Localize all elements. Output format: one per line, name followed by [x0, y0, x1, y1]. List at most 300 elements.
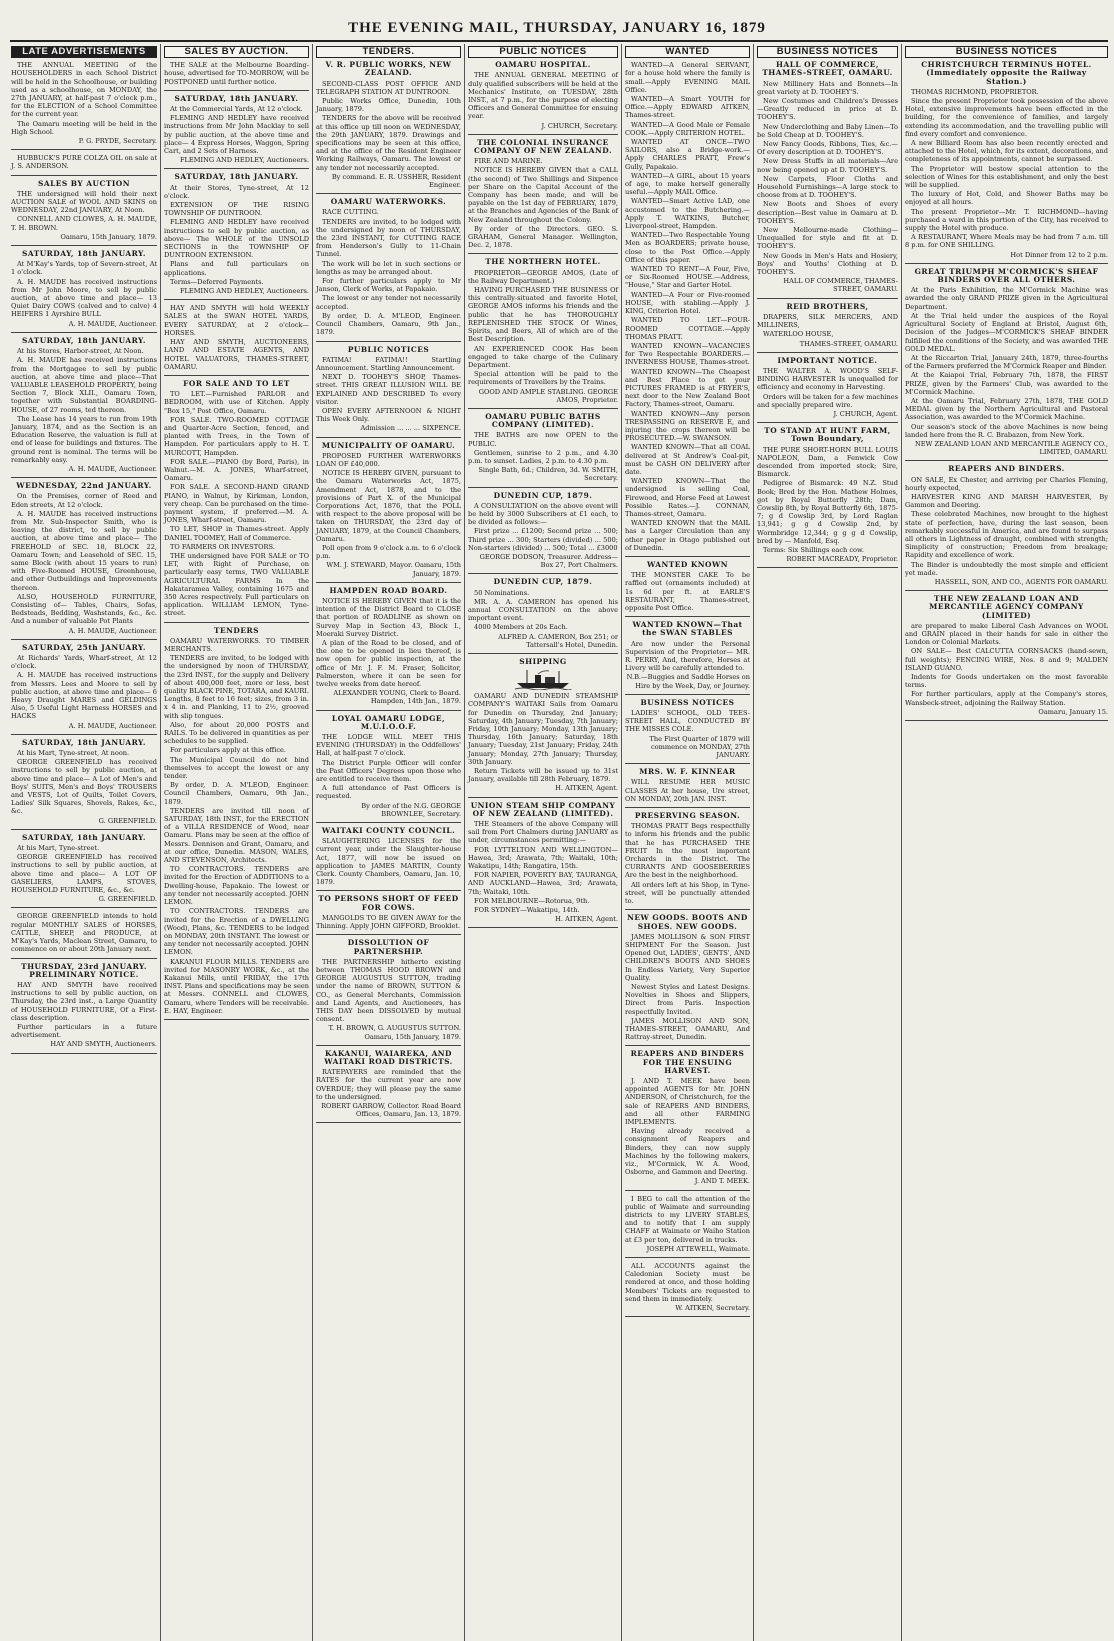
- advertisement-text: I BEG to call the attention of the public of Waimate and surrounding districts to my LIVERY STABLES, and to notify that I am supply CHAFF at Waimate or Waiho Station at £3 per ton, delivered in trucks.: [625, 1194, 750, 1244]
- advertisement-text: JOSEPH ATTEWELL, Waimate.: [646, 1244, 750, 1253]
- advertisement-text: At the Kaiapoi Trial, February 7th, 1878, the FIRST PRIZE, given by the Farmers' Club, was awarded to the M'Cormick Machine.: [905, 371, 1108, 396]
- advertisement-heading: SATURDAY, 25th JANUARY.: [22, 642, 146, 652]
- advertisement-text: MR. A. A. CAMERON has opened his annual CONSULTATION on the above important event.: [468, 597, 618, 623]
- advertisement-text: 50 Nominations.: [474, 588, 530, 597]
- advertisement-heading: MRS. W. F. KINNEAR: [639, 767, 736, 777]
- advertisement-text: The Proprietor will bestow special attention to the selection of Wines for this establishment, and only the best will be supplied.: [905, 164, 1108, 190]
- advertisement-text: FLEMING AND HEDLEY, Auctioneers.: [179, 287, 309, 296]
- advertisement-text: The District Purple Officer will confer the Past Officers' Degrees upon those who are entitled to receive them.: [316, 758, 461, 784]
- advertisement: [11, 250, 157, 333]
- advertisement-text: The work will be let in such sections or lengths as may be arranged about.: [316, 259, 461, 276]
- advertisement-text: THE ANNUAL GENERAL MEETING of duly qualified subscribers will be held at the Mechanics' Institute, on TUESDAY, 28th INST., at 7 p.m., for the purpose of electing Officers and General Committee for ensuing year.: [468, 71, 618, 121]
- advertisement-text: The First Quarter of 1879 will commence on MONDAY, 27th JANUARY.: [649, 734, 750, 760]
- advertisement-text: EXTENSION OF THE RISING TOWNSHIP OF DUNTROON.: [164, 201, 309, 218]
- advertisement-text: New Dress Stuffs in all materials—Are now being opened up at D. TOOHEY'S.: [757, 157, 898, 174]
- advertisement-text: ALFRED A. CAMERON, Box 251; or Tattersall's Hotel, Dunedin.: [498, 632, 618, 649]
- advertisement: [468, 258, 618, 408]
- advertisement-text: LADIES' SCHOOL, OLD TEES-STREET HALL, CONDUCTED BY THE MISSES COLE.: [625, 709, 750, 734]
- advertisement-heading: SATURDAY, 18th JANUARY.: [22, 249, 146, 259]
- advertisement: [164, 627, 309, 1020]
- advertisement-text: JAMES MOLLISON & SON FIRST SHIPMENT For the Season. Just Opened Out, LADIES', GENTS', AND CHILDREN'S BOOTS AND SHOES In Endless Variety, Very Superior Quality.: [625, 932, 750, 982]
- advertisement-text: At the Trial held under the auspices of the Royal Agricultural Society of England at Bristol, August 6th, Decision of the Judges—M'CORMICK'S SHEAF BINDER fulfilled the conditions of the Society, and was awarded THE GOLD MEDAL.: [905, 311, 1108, 353]
- advertisement-text: Pedigree of Bismarck: 49 N.Z. Stud Book; Bred by the Hon. Mathew Holmes, got by Royal Butterfly 28th; Dam, Cowslip 8th, by Royal Butterfly 6th, 1875-7; g d Cowslip 3rd, by Lord Raglan 13,941; g g d Cowslip 2nd, by Wormbridge 12,344; g g g d Cowslip, bred by — Manfold, Esq.: [757, 479, 898, 545]
- advertisement-text: Also, for about 20,000 POSTS and RAILS. To be delivered in quantities as per schedules to be supplied.: [164, 720, 309, 746]
- column-heading: LATE ADVERTISEMENTS: [11, 46, 157, 58]
- advertisement-text: TENDERS are invited till noon of SATURDAY, 18th INST., for the ERECTION of a VILLA RESIDENCE of Wood, near Oamaru. Plans may be seen at the office of Messrs. Dennison and Grant, Oamaru, and at our office, Dunedin. MASON, WALES, AND STEVENSON, Architects.: [164, 806, 309, 865]
- advertisement-text: FLEMING AND HEDLEY, Auctioneers.: [179, 156, 309, 165]
- advertisement-text: TO CONTRACTORS. TENDERS are invited for the Erection of a DWELLING (Wood), Plans, &c. TENDERS to be lodged on MONDAY, 20th INSTANT. The lowest or any tender not necessarily accepted. JOHN LEMON.: [164, 907, 309, 957]
- advertisement: [164, 304, 309, 376]
- advertisement-text: At the Commercial Yards, At 12 o'clock.: [170, 105, 303, 114]
- advertisement-text: New Millinery Hats and Bonnets—In great variety at D. TOOHEY'S.: [757, 79, 898, 96]
- advertisement-heading: HALL OF COMMERCE, THAMES-STREET, OAMARU.: [762, 60, 893, 78]
- advertisement-text: ON SALE, Ex Chester, and arriving per Charles Fleming, hourly expected,: [905, 475, 1108, 492]
- advertisement-heading: TO PERSONS SHORT OF FEED FOR COWS.: [318, 894, 459, 912]
- advertisement-text: WANTED AT ONCE—TWO SAILORS, also a Bridge-work.—Apply CHARLES PRATT, Frew's Gully, Papakaio.: [625, 138, 750, 171]
- advertisement-text: RACE CUTTING.: [322, 208, 379, 217]
- advertisement-text: TO FARMERS OR INVESTORS.: [170, 542, 275, 551]
- advertisement-heading: OAMARU HOSPITAL.: [495, 60, 591, 70]
- advertisement: [11, 739, 157, 830]
- advertisement-text: Admission ... ... ... SIXPENCE.: [360, 424, 461, 433]
- advertisement-text: WANTED—Two Respectable Young Men as BOARDERS; private house, close to the Post Office.—Apply Office of this paper.: [625, 231, 750, 264]
- advertisement: [468, 492, 618, 575]
- advertisement: [625, 914, 750, 1046]
- advertisement-text: At Richards' Yards, Wharf-street, At 12 o'clock.: [11, 654, 157, 671]
- advertisement-text: are prepared to make Liberal Cash Advances on WOOL and GRAIN placed in their hands for sale in either the London or Colonial Markets.: [905, 621, 1108, 647]
- advertisement-text: Terms—Deferred Payments.: [170, 277, 264, 286]
- advertisement-heading: LOYAL OAMARU LODGE, M.U.I.O.O.F.: [331, 713, 446, 731]
- advertisement: [757, 303, 898, 353]
- advertisement-text: TENDERS are invited, to be lodged with the undersigned by noon of THURSDAY, the 23rd INSTANT, for CUTTING RACE from Henderson's Gully to 11-Chain Tunnel.: [316, 217, 461, 259]
- advertisement-text: For further particulars apply to Mr Janson, Clerk of Works, at Papakaio.: [316, 277, 461, 294]
- newspaper-column: [160, 44, 312, 1641]
- advertisement: [164, 95, 309, 170]
- newspaper-column: [753, 44, 901, 1641]
- advertisement-text: At the Oamaru Trial, February 27th, 1878, THE GOLD MEDAL given by the Northern Agricultural and Pastoral Association, was awarded to the M'Cormick Machine.: [905, 396, 1108, 422]
- advertisement-heading: WEDNESDAY, 22nd JANUARY.: [16, 481, 152, 491]
- advertisement-text: WANTED—A General SERVANT, for a house hold where the family is small.—Apply EVENING MAIL Office.: [625, 61, 750, 94]
- advertisement: [316, 715, 461, 823]
- advertisement-text: For further particulars, apply at the Company's stores, Wansbeck-street, adjoining the Railway Station.: [905, 690, 1108, 707]
- advertisement-text: WANTED TO LET—FOUR-ROOMED COTTAGE.—Apply THOMAS PRATT.: [625, 316, 750, 341]
- advertisement-heading: THE COLONIAL INSURANCE COMPANY OF NEW ZEALAND.: [473, 137, 613, 156]
- advertisement-text: The Oamaru meeting will be held in the High School.: [11, 119, 157, 136]
- advertisement-text: WANTED KNOWN that the MAIL has a Larger Circulation than any other paper in Otago published out of Dunedin.: [625, 519, 750, 552]
- advertisement: [316, 895, 461, 935]
- advertisement-text: All orders left at his Shop, in Tyne-street, will be punctually attended to.: [625, 880, 750, 906]
- advertisement-heading: TENDERS: [214, 625, 259, 635]
- advertisement-text: Our season's stock of the above Machines is now being landed here from the R. C. Brabazon, from New York.: [905, 422, 1108, 439]
- advertisement: [316, 442, 461, 583]
- advertisement-text: H. AITKEN, Agent.: [555, 915, 618, 924]
- advertisement: [757, 357, 898, 423]
- advertisement-heading: SATURDAY, 18th JANUARY.: [22, 832, 146, 842]
- advertisement-text: A. H. MAUDE, Auctioneer.: [68, 319, 157, 328]
- advertisement-heading: FOR SALE AND TO LET: [183, 378, 290, 388]
- advertisement-text: J. CHURCH, Secretary.: [541, 121, 618, 130]
- advertisement-text: N.B.—Buggies and Saddle Horses on Hire by the Week, Day, or Journey.: [626, 673, 750, 690]
- advertisement-text: THE MONSTER CAKE To be raffled out (ornaments included) at 1s 6d per ft. at EARLE'S RESTAURANT, Thames-street, opposite Post Office.: [625, 571, 750, 612]
- advertisement-text: GOOD AND AMPLE STABLING. GEORGE AMOS, Proprietor.: [478, 387, 618, 404]
- advertisement-text: The Municipal Council do not bind themselves to accept the lowest or any tender.: [164, 755, 309, 781]
- advertisement-text: By order of the Directors. GEO. S. GRAHAM, General Manager. Wellington, Dec. 2, 1878.: [468, 224, 618, 250]
- advertisement: [164, 380, 309, 623]
- advertisement: [11, 644, 157, 735]
- advertisement-heading: OAMARU WATERWORKS.: [330, 197, 447, 207]
- advertisement-text: Gentlemen, sunrise to 2 p.m., and 4.30 p.m. to sunset. Ladies, 2 p.m. to 4.30 p.m.: [468, 448, 618, 465]
- advertisement-text: AN EXPERIENCED COOK Has been engaged to take charge of the Culinary Department.: [468, 344, 618, 369]
- advertisement-text: THE LODGE WILL MEET THIS EVENING (THURSDAY) in the Oddfellows' Hall, at half-past 7 o'clock.: [316, 733, 461, 758]
- advertisement-text: WANTED KNOWN—That all COAL delivered at St Andrew's Coal-pit, must be CASH ON DELIVERY after date.: [625, 443, 750, 476]
- advertisement-text: By order of the N.G. GEORGE BROWNLEE, Secretary.: [361, 801, 461, 818]
- advertisement-text: GEORGE GREENFIELD intends to hold regular MONTHLY SALES of HORSES, CATTLE, SHEEP, and PRODUCE, at M'Kay's Yards, Maclean Street, Oamaru, to commence on or about 20th January next.: [11, 912, 157, 954]
- advertisement: [316, 587, 461, 711]
- advertisement-text: WATERLOO HOUSE,: [763, 330, 834, 339]
- advertisement-text: H. AITKEN, Agent.: [555, 784, 618, 793]
- advertisement: [316, 827, 461, 891]
- advertisement-heading: MUNICIPALITY OF OAMARU.: [321, 440, 456, 450]
- advertisement-text: W. AITKEN, Secretary.: [675, 1304, 750, 1313]
- advertisement-text: NEXT D. TOOHEY'S SHOP, Thames-street. THIS GREAT ILLUSION WILL BE EXPLAINED AND DESCRIBED To every visitor.: [316, 373, 461, 406]
- advertisement-text: FIRE AND MARINE.: [474, 157, 543, 166]
- advertisement-text: Return Tickets will be issued up to 31st January, available till 28th February, 1879.: [468, 767, 618, 784]
- advertisement-text: Plans and full particulars on applications.: [164, 260, 309, 277]
- advertisement-text: On the Premises, corner of Reed and Eden streets, At 12 o'clock.: [11, 492, 157, 509]
- advertisement-text: J. AND T. MEEK have been appointed AGENTS for Mr. JOHN ANDERSON, of Christchurch, for the sale of REAPERS AND BINDERS, and all other FARMING IMPLEMENTS.: [625, 1076, 750, 1126]
- advertisement-text: SECOND-CLASS POST OFFICE AND TELEGRAPH STATION AT DUNTROON.: [316, 79, 461, 96]
- steamship-icon: [513, 668, 573, 690]
- advertisement-heading: REAPERS AND BINDERS.: [948, 464, 1065, 474]
- advertisement-text: Special attention will be paid to the requirements of Travellers by the Trains.: [468, 370, 618, 387]
- advertisement-heading: IMPORTANT NOTICE.: [777, 355, 878, 365]
- advertisement-text: PROPOSED FURTHER WATERWORKS LOAN OF £40,000.: [316, 451, 461, 468]
- advertisement-text: FOR SYDNEY—Wakatipu, 14th.: [474, 906, 580, 915]
- advertisement-text: MANGOLDS TO BE GIVEN AWAY for the Thinning. Apply JOHN GIFFORD, Brooklet.: [316, 913, 461, 931]
- advertisement-text: A. H. MAUDE has received instructions from the Mortgagee to sell by public auction, at above time and place—That VALUABLE LEASEHOLD PROPERTY, being Section 7, Block XLII., Oamaru Town, together with Substantial BOARDING-HOUSE, of 27 rooms, ted thereon.: [11, 356, 157, 414]
- advertisement-text: JAMES MOLLISON AND SON, THAMES-STREET, OAMARU, And Rattray-street, Dunedin.: [625, 1016, 750, 1042]
- advertisement-text: TO LET, SHOP in Thames-street. Apply DANIEL TOOMEY, Hall of Commerce.: [164, 525, 309, 542]
- advertisement-text: By order, D. A. M'LEOD, Engineer. Council Chambers, Oamaru, 9th Jan., 1879.: [316, 311, 461, 337]
- advertisement-text: DRAPERS, SILK MERCERS, AND MILLINERS,: [757, 312, 898, 330]
- column-heading: WANTED: [625, 46, 750, 58]
- advertisement: [164, 61, 309, 91]
- advertisement-text: WANTED KNOWN—The Cheapest and Best Place to get your PICTURES FRAMED is at FRYER'S, next door to the New Zealand Boot Factory, Thames-street, Oamaru.: [625, 367, 750, 409]
- advertisement-text: TENDERS for the above will be received at this office up till noon on WEDNESDAY, the 29th JANUARY, 1879. Drawings and specifications may be seen at this office, and at the office of the Resident Engineer Working Railways, Oamaru. The lowest or any tender not necessarily accepted.: [316, 114, 461, 172]
- advertisement-text: THE PURE SHORT-HORN BULL LOUIS NAPOLEON, Dam, a Fenwick Cow descended from imported stock; Sire, Bismarck.: [757, 445, 898, 479]
- column-heading: SALES BY AUCTION.: [164, 46, 309, 58]
- advertisement-text: Since the present Proprietor took possession of the above Hotel, extensive improvements have been effected in the building, for the convenience of families, and largely extending its accommodation, and the travelling public will find every comfort and convenience.: [905, 97, 1108, 138]
- advertisement-text: WANTED KNOWN—That the undersigned is selling Coal, Firewood, and Horse Feed at Lowest Possible Rates.—J. CONNAN, Thames-street, Oamaru.: [625, 477, 750, 518]
- advertisement-text: OAMARU WATERWORKS. TO TIMBER MERCHANTS.: [164, 636, 309, 653]
- advertisement-text: WANTED TO RENT—A Four, Five, or Six-Roomed HOUSE.—Address, "House," Star and Garter Hotel.: [625, 265, 750, 290]
- advertisement-heading: PUBLIC NOTICES: [347, 344, 430, 354]
- advertisement-text: THE BATHS are now OPEN to the PUBLIC.: [468, 431, 618, 448]
- advertisement-text: Oamaru, January 15.: [1038, 707, 1108, 716]
- column-heading: TENDERS.: [316, 46, 461, 58]
- advertisement-text: By command. E. R. USSHER, Resident Engineer.: [331, 172, 461, 190]
- advertisement: [905, 268, 1108, 461]
- advertisement-text: At the Riccarton Trial, January 24th, 1879, three-fourths of the Farmers preferred the M'Cormick Reaper and Binder.: [905, 353, 1108, 371]
- newspaper-title: THE EVENING MAIL, THURSDAY, JANUARY 16, 1879: [348, 20, 766, 36]
- column-heading: BUSINESS NOTICES: [905, 46, 1108, 58]
- advertisement-text: Single Bath, 6d.; Children, 3d. W. SMITH, Secretary.: [478, 466, 618, 483]
- advertisement: [625, 61, 750, 557]
- advertisement-text: By order, D. A. M'LEOD, Engineer. Council Chambers, Oamaru, 9th Jan., 1879.: [164, 781, 309, 806]
- advertisement-text: Poll open from 9 o'clock a.m. to 6 o'clock p.m.: [316, 543, 461, 561]
- advertisement-heading: THURSDAY, 23rd JANUARY. PRELIMINARY NOTICE.: [21, 961, 147, 979]
- advertisement-heading: DISSOLUTION OF PARTNERSHIP.: [347, 938, 430, 956]
- masthead: [0, 0, 1114, 44]
- advertisement: [625, 561, 750, 617]
- advertisement: [468, 61, 618, 135]
- advertisement-text: HAY AND SMYTH, AUCTIONEERS, LAND AND ESTATE AGENTS, AND HOTEL VALUATORS, THAMES-STREET, OAMARU.: [164, 338, 309, 371]
- advertisement-text: Indents for Goods undertaken on the most favorable terms.: [905, 673, 1108, 690]
- advertisement-text: KAKANUI FLOUR MILLS. TENDERS are invited for MASONRY WORK, &c., at the Kakanui Mills, until FRIDAY, the 17th INST. Plans and specifications may be seen at Messrs. CONNELL and CLOWES, Oamaru, where Tenders will be receivable. E. HAY, Engineer.: [164, 957, 309, 1015]
- advertisement-text: Further particulars in a future advertisement.: [11, 1022, 157, 1040]
- advertisement-text: HARVESTER KING AND MARSH HARVESTER, By Gammon and Deering.: [905, 492, 1108, 510]
- advertisement-text: New Fancy Goods, Ribbons, Ties, &c.—Of every description at D. TOOHEY'S.: [757, 140, 898, 157]
- advertisement-heading: CHRISTCHURCH TERMINUS HOTEL. (Immediately opposite the Railway Station.): [921, 60, 1092, 86]
- advertisement: [11, 154, 157, 175]
- advertisement-text: At his Mart, Tyne-street.: [17, 844, 100, 853]
- advertisement-text: FOR SALE. A SECOND-HAND GRAND PIANO, in Walnut, by Kirkman, London, very cheap. Can be purchased on the time-payment system, if preferred.—M. A. JONES, Wharf-street, Oamaru.: [164, 483, 309, 525]
- advertisement-text: A. H. MAUDE has received instructions from Mr. Sub-Inspector Smith, who is leaving the district, to sell by public auction, at above time and place— The FREEHOLD of SEC. 18, BLOCK 22, Oamaru Town; and Leasehold of SEC. 15, same Block (with about 15 years to run) with Five-Roomed HOUSE, Greenhouse, and other Outbuildings and Improvements thereon.: [11, 509, 157, 592]
- newspaper-column: [464, 44, 621, 1641]
- advertisement: [316, 61, 461, 194]
- advertisement: [11, 61, 157, 150]
- advertisement-heading: DUNEDIN CUP, 1879.: [493, 490, 593, 500]
- advertisement: [11, 337, 157, 478]
- advertisement-text: THAMES-STREET, OAMARU.: [799, 339, 898, 348]
- advertisement-heading: SALES BY AUCTION: [38, 178, 130, 188]
- advertisement-text: NEW ZEALAND LOAN AND MERCANTILE AGENCY CO., LIMITED, OAMARU.: [915, 439, 1108, 457]
- advertisement: [468, 139, 618, 255]
- column-heading: BUSINESS NOTICES: [757, 46, 898, 58]
- advertisement-text: WANTED KNOWN—VACANCIES for Two Respectable BOARDERS.—INVERNESS HOUSE, Thames-street.: [625, 341, 750, 367]
- advertisement-text: New Boots and Shoes of every description—Best value in Oamaru at D. TOOHEY'S.: [757, 200, 898, 225]
- advertisement: [905, 595, 1108, 721]
- advertisement-heading: DUNEDIN CUP, 1879.: [493, 577, 593, 587]
- advertisement-text: For particulars apply at this office.: [170, 746, 287, 755]
- advertisement-text: G. GREENFIELD.: [98, 895, 157, 904]
- advertisement-text: FOR MELBOURNE—Rotorua, 9th.: [474, 896, 590, 905]
- advertisement-text: WANTED KNOWN—Any person TRESPASSING on RESERVE E, and injuring the crops thereon will be PROSECUTED.—W. SWANSON.: [625, 409, 750, 443]
- advertisement-text: THE WALTER A. WOOD'S SELF-BINDING HARVESTER Is unequalled for efficiency and economy in Harvesting.: [757, 366, 898, 392]
- advertisement-heading: SHIPPING: [519, 657, 567, 666]
- advertisement: [468, 413, 618, 488]
- advertisement: [625, 1195, 750, 1258]
- advertisement-text: J. AND T. MEEK.: [694, 1177, 750, 1186]
- advertisement-text: At his Stores, Harbor-street, At Noon.: [17, 347, 144, 356]
- advertisement-text: Newest Styles and Latest Designs. Novelties in Shoes and Slippers, Direct from Paris. Inspection respectfully Invited.: [625, 982, 750, 1016]
- advertisement-text: ROBERT MACREADY, Proprietor.: [786, 555, 898, 564]
- advertisement-text: A. H. MAUDE, Auctioneer.: [68, 626, 157, 635]
- advertisement: [625, 768, 750, 808]
- advertisement-text: The lowest or any tender not necessarily accepted.: [316, 294, 461, 311]
- advertisement-text: A. H. MAUDE has received instructions from Mr John Moore, to sell by public auction, at above time and place— 13 Quiet Dairy COWS (calved and to calve) 4 HEIFERS 1 Ayrshire BULL: [11, 277, 157, 319]
- advertisement-text: WANTED—A Four or Five-roomed HOUSE, with stabling.—Apply J. KING, Criterion Hotel.: [625, 290, 750, 316]
- advertisement-text: NOTICE IS HEREBY GIVEN, pursuant to the Oamaru Waterworks Act, 1875, Amendment Act, 1878, and to the provisions of Part X. of the Municipal Corporations Act, 1876, that the POLL with respect to the above proposal will be taken on THURSDAY, the 23rd day of JANUARY, 1879, at the Council Chambers, Oamaru.: [316, 469, 461, 543]
- newspaper-column: [312, 44, 464, 1641]
- advertisement-text: HAY AND SMYTH, Auctioneers.: [50, 1040, 157, 1049]
- advertisement-text: A plan of the Road to be closed, and of the one to be opened in lieu thereof, is now open for public inspection, at the office of Mr. J. F. M. Fraser, Solicitor, Palmerston, where it can be seen for twelve weeks from date hereof.: [316, 639, 461, 689]
- advertisement: [625, 812, 750, 910]
- advertisement: [11, 482, 157, 640]
- advertisement-text: OAMARU AND DUNEDIN STEAMSHIP COMPANY'S WAITAKI Sails from Oamaru for Dunedin on Thursday, 2nd January; Saturday, 4th January; Tuesday, 7th January; Friday, 10th January; Monday, 13th January; Thursday, 16th January; Saturday, 18th January; Tuesday, 21st January; Friday, 24th January; Monday, 27th January; Thursday, 30th January.: [468, 692, 618, 766]
- advertisement-text: FLEMING AND HEDLEY have received instructions to sell by public auction, as above— The WHOLE of the UNSOLD SECTIONS in the TOWNSHIP OF DUNTROON EXTENSION.: [164, 218, 309, 260]
- advertisement: [11, 180, 157, 246]
- advertisement-heading: SATURDAY, 18th JANUARY.: [22, 335, 146, 345]
- advertisement-text: ROBERT GARROW, Collector. Road Board Offices, Oamaru, Jan. 13, 1879.: [321, 1101, 461, 1119]
- advertisement-heading: PRESERVING SEASON.: [634, 811, 741, 821]
- advertisement-text: The Lease has 14 years to run from 19th January, 1874, and as the Section is an Education Reserve, the valuation is full at end of lease for buildings and fixtures. The ground rent is nominal. The terms will be remarkably easy.: [11, 414, 157, 464]
- advertisement-text: At his Mart, Tyne-street, At noon.: [17, 749, 130, 758]
- advertisement-text: ALSO, HOUSEHOLD FURNITURE, Consisting of— Tables, Chairs, Sofas, Bedsteads, Bedding, Washstands, &c., &c. And a number of valuable Pot Plants: [11, 592, 157, 626]
- advertisement-text: TO CONTRACTORS. TENDERS are invited for the Erection of ADDITIONS to a Dwelling-house, Papakaio. The lowest or any tender not necessarily accepted. JOHN LEMON.: [164, 865, 309, 907]
- advertisement-text: WANTED—Smart Active LAD, one accustomed to the Butchering.—Apply T. WATKINS, Butcher, Liverpool-street, Hampden.: [625, 197, 750, 231]
- advertisement-text: G. GREENFIELD.: [98, 816, 157, 825]
- advertisement-text: Public Works Office, Dunedin, 10th January, 1879.: [316, 97, 461, 114]
- advertisement-text: HALL OF COMMERCE, THAMES-STREET, OAMARU.: [783, 277, 898, 294]
- advertisement-text: A new Billiard Room has also been recently erected and attached to the Hotel, which, for its extent, decorations, and completeness of its appointments, cannot be surpassed.: [905, 139, 1108, 164]
- advertisement: [316, 198, 461, 341]
- advertisement-text: A. H. MAUDE, Auctioneer.: [68, 464, 157, 473]
- advertisement-text: GEORGE GREENFIELD has received instructions to sell by public auction, at above time and place— A Lot of Men's and Boys' SUITS, Men's and Boys' TROUSERS and VESTS, Lot of Quilts, Toilet Covers, Ladies' Silk Squares, Shovels, Rakes, &c., &c.: [11, 758, 157, 816]
- advertisement-heading: WANTED KNOWN: [646, 559, 729, 569]
- advertisement-text: At M'Kay's Yards, top of Severn-street, At 1 o'clock.: [11, 260, 157, 277]
- advertisement-text: TO LET.—Furnished PARLOR and BEDROOM, with use of Kitchen. Apply "Box 15," Post Office, Oamaru.: [164, 390, 309, 415]
- advertisement-heading: UNION STEAM SHIP COMPANY OF NEW ZEALAND (LIMITED).: [470, 800, 616, 818]
- advertisement-text: 4000 Members at 20s Each.: [474, 623, 568, 632]
- advertisement-text: Oamaru, 15th January, 1879.: [60, 232, 157, 241]
- advertisement-text: THE ANNUAL MEETING of the HOUSEHOLDERS in each School District will be held in the Schoolhouse, or building used as a schoolhouse, on MONDAY, the 27th JANUARY, at half-past 7 o'clock p.m., for the ELECTION of a School Committee for the current year.: [11, 61, 157, 119]
- advertisement-text: The present Proprietor—Mr. T. RICHMOND—having purchased a ward in this portion of the City, has received to supply the Hotel with produce.: [905, 207, 1108, 233]
- advertisement-text: New Carpets, Floor Cloths and Household Furnishings—A large stock to choose from at D. TOOHEY'S.: [757, 174, 898, 200]
- advertisement-text: WILL RESUME HER MUSIC CLASSES At her house, Ure street, ON MONDAY, 20th JAN. INST.: [625, 778, 750, 803]
- column-heading: PUBLIC NOTICES: [468, 46, 618, 58]
- advertisement-text: THE undersigned have FOR SALE or TO LET, with Right of Purchase, on particularly easy terms, TWO VALUABLE AGRICULTURAL FARMS In the Hakataramea Valley, containing 1675 and 350 Acres respectively. Full particulars on application. WILLIAM LEMON, Tyne-street.: [164, 551, 309, 618]
- advertisement-text: FOR LYTTELTON AND WELLINGTON—Hawea, 3rd; Arawata, 7th; Waitaki, 10th; Wakatipu, 14th; Rangatira, 15th.: [468, 845, 618, 871]
- advertisement-text: HAVING PURCHASED THE BUSINESS Of this centrally-situated and favorite Hotel, GEORGE AMOS informs his friends and the public that he has THOROUGHLY REPLENISHED THE STOCK Of Wines, Spirits, and Beers, All of which are of the Best Description.: [468, 286, 618, 344]
- advertisement: [468, 578, 618, 654]
- newspaper-column: [8, 44, 160, 1641]
- advertisement-text: WM. J. STEWARD, Mayor. Oamaru, 15th January, 1879.: [326, 561, 461, 578]
- advertisement-text: Are now under the Personal Supervision of the Proprietor— MR. R. PERRY, And, therefore, Horses at Livery will be carefully attended to.: [625, 639, 750, 673]
- advertisement-heading: WANTED KNOWN—That the SWAN STABLES: [632, 620, 743, 638]
- advertisement-text: At the Paris Exhibition, the M'Cormick Machine was awarded the only GRAND PRIZE given in the Agricultural Department.: [905, 286, 1108, 311]
- advertisement: [905, 61, 1108, 264]
- advertisement-text: THE SALE at the Melbourne Boarding-house, advertised for TO-MORROW, will be POSTPONED until further notice.: [164, 61, 309, 86]
- advertisement-text: A. H. MAUDE has received instructions from Messrs. Lees and Moore to sell by public auction, at above time and place— 6 Heavy Draught MARES and GELDINGS Also, 5 Useful Light Harness HORSES and HACKS: [11, 671, 157, 721]
- advertisement-text: Orders will be taken for a few machines and specially prepared wire.: [757, 392, 898, 409]
- advertisement-text: HASSELL, SON, AND CO., AGENTS FOR OAMARU.: [934, 577, 1108, 586]
- advertisement-heading: REID BROTHERS,: [786, 301, 869, 311]
- advertisement-heading: GREAT TRIUMPH M'CORMICK'S SHEAF BINDERS OVER ALL OTHERS.: [914, 266, 1099, 285]
- advertisement: [164, 173, 309, 300]
- advertisement: [11, 963, 157, 1054]
- advertisement-text: New Mellourne-made Clothing—Unequalled for style and fit at D. TOOHEY'S.: [757, 226, 898, 251]
- advertisement-text: WANTED—A Smart YOUTH for Office.—Apply EDWARD AITKEN, Thames-street.: [625, 95, 750, 120]
- advertisement-text: HUBBUCK'S PURE COLZA OIL on sale at J. S. ANDERSON.: [11, 154, 157, 171]
- advertisement: [625, 1050, 750, 1190]
- advertisement-text: HAY AND SMYTH will hold WEEKLY SALES at the SWAN HOTEL YARDS, EVERY SATURDAY, at 2 o'clock— HORSES.: [164, 304, 309, 337]
- advertisement-heading: TO STAND AT HUNT FARM, Town Boundary,: [764, 426, 891, 444]
- advertisement-heading: SATURDAY, 18th JANUARY.: [174, 93, 299, 103]
- advertisement-text: Hot Dinner from 12 to 2 p.m.: [1010, 250, 1108, 259]
- advertisement-text: The Binder is undoubtedly the most simple and efficient yet made.: [905, 560, 1108, 577]
- advertisement-text: Terms: Six Shillings each cow.: [763, 545, 864, 554]
- advertisement-text: A full attendance of Past Officers is requested.: [316, 784, 461, 801]
- advertisement-text: T. H. BROWN, G. AUGUSTUS SUTTON. Oamaru, 15th January, 1879.: [328, 1024, 461, 1041]
- advertisement-text: Having already received a consignment of Reapers and Binders, they can now supply Machines by the following makers, viz., M'Cormick, W. A. Wood, Osborne, and Gammon and Deering.: [625, 1127, 750, 1177]
- advertisement-text: FATIMA! FATIMA!! Startling Announcement. Startling Announcement.: [316, 355, 461, 372]
- advertisement: [316, 1050, 461, 1124]
- advertisement-text: New Underclothing and Baby Linen—To be Sold Cheap at D. TOOHEY'S.: [757, 122, 898, 139]
- advertisement-text: New Goods in Men's Hats and Hosiery, Boys' and Youths' Clothing at D. TOOHEY'S.: [757, 251, 898, 277]
- advertisement-text: THE PARTNERSHIP hitherto existing between THOMAS HOOD BROWN and GEORGE AUGUSTUS SUTTON, trading under the name of BROWN, SUTTON & CO., as General Merchants, Commission and Land Agents, and Auctioneers, has THIS DAY been DISSOLVED by mutual consent.: [316, 957, 461, 1024]
- masthead-rule: [10, 40, 1108, 42]
- advertisement-text: NOTICE IS HEREBY GIVEN that a CALL (the second) of Two Shillings and Sixpence per Share on the Capital Account of the Company has been made, and will be payable on the 1st day of FEBRUARY, 1879, at the Branches and Agencies of the Bank of New Zealand throughout the Colony.: [468, 166, 618, 224]
- advertisement-heading: V. R. PUBLIC WORKS, NEW ZEALAND.: [325, 60, 452, 78]
- advertisement-heading: THE NEW ZEALAND LOAN AND MERCANTILE AGENCY COMPANY (LIMITED): [929, 594, 1084, 620]
- advertisement-heading: NEW GOODS. BOOTS AND SHOES. NEW GOODS.: [627, 913, 748, 931]
- advertisement: [625, 699, 750, 764]
- advertisement-text: New Costumes and Children's Dresses—Greatly reduced in price at D. TOOHEY'S.: [757, 97, 898, 122]
- advertisement-text: FLEMING AND HEDLEY have received instructions from Mr John Macklay to sell by public auction, at the above time and place— 4 Express Horses, Waggon, Spring Cart, and 2 Sets of Harness.: [164, 114, 309, 156]
- advertisement-text: The luxury of Hot, Cold, and Shower Baths may be enjoyed at all hours.: [905, 190, 1108, 207]
- advertisement-text: A. H. MAUDE, Auctioneer.: [68, 721, 157, 730]
- newspaper-column: [901, 44, 1111, 1641]
- advertisement-text: CONNELL AND CLOWES, A. H. MAUDE, T. H. BROWN.: [11, 215, 157, 232]
- advertisement: [757, 61, 898, 298]
- advertisement-text: THE Steamers of the above Company will sail from Port Chalmers during JANUARY as under, circumstances permitting:—: [468, 820, 618, 845]
- advertisement-text: THE undersigned will hold their next AUCTION SALE of WOOL AND SKINS on WEDNESDAY, 22nd JANUARY, At Noon.: [11, 189, 157, 215]
- newspaper-column: [621, 44, 753, 1641]
- advertisement: [468, 658, 618, 798]
- advertisement-heading: SATURDAY, 18th JANUARY.: [174, 172, 299, 182]
- advertisement-heading: BUSINESS NOTICES: [640, 697, 735, 707]
- advertisement: [757, 427, 898, 568]
- advertisement: [11, 912, 157, 958]
- advertisement-text: RATEPAYERS are reminded that the RATES for the current year are now OVERDUE; they will please pay the same to the undersigned.: [316, 1068, 461, 1101]
- advertisement-text: FOR SALE. TWO-ROOMED COTTAGE and Quarter-Acre Section, fenced, and planted with Trees, in the Town of Hampden. For particulars apply to H. T. MURCOTT, Hampden.: [164, 415, 309, 457]
- advertisement: [316, 939, 461, 1045]
- advertisement-text: OPEN EVERY AFTERNOON & NIGHT This Week Only.: [316, 406, 461, 424]
- advertisement: [625, 1262, 750, 1317]
- advertisement: [316, 346, 461, 438]
- advertisement-text: GEORGE DODSON, Treasurer. Address—Box 27, Port Chalmers.: [479, 552, 618, 570]
- advertisement-text: PROPRIETOR—GEORGE AMOS, (Late of the Railway Department.): [468, 268, 618, 285]
- advertisement-text: ALL ACCOUNTS against the Caledonian Society must be rendered at once, and those holding Members' Tickets are requested to send them in immediately.: [625, 1262, 750, 1303]
- advertisement-text: J. CHURCH, Agent.: [833, 409, 898, 418]
- advertisement-text: WANTED—A Good Male or Female COOK.—Apply CRITERION HOTEL.: [625, 120, 750, 137]
- advertisement-text: A RESTAURANT, Where Meals may be had from 7 a.m. till 8 p.m. for ONE SHILLING.: [905, 233, 1108, 250]
- advertisement-heading: THE NORTHERN HOTEL.: [485, 257, 601, 267]
- advertisement-heading: KAKANUI, WAIAREKA, AND WAITAKI ROAD DISTRICTS.: [324, 1048, 453, 1066]
- advertisement: [468, 802, 618, 929]
- advertisement-text: TENDERS are invited, to be lodged with the undersigned by noon of THURSDAY, the 23rd INST., for the supply and Delivery of about 400,000 feet, more or less, best quality BLACK PINE, TOTARA, and KAURI. Lengths, 8 feet to 16 feet; sizes, from 3 in. x 4 in. and Planking, 11 to 2½, grooved with slip tongues.: [164, 654, 309, 720]
- advertisement-text: SLAUGHTERING LICENSES for the current year, under the Slaughter-house Act, 1877, will now be issued on application to JAMES MARTIN, County Clerk. County Chambers, Oamaru, Jan. 10, 1879.: [316, 837, 461, 887]
- advertisement-heading: WAITAKI COUNTY COUNCIL.: [321, 826, 456, 836]
- advertisement-text: WANTED—A GIRL, about 15 years of age, to make herself generally useful.—Apply MAIL Office.: [625, 171, 750, 197]
- advertisement-heading: OAMARU PUBLIC BATHS COMPANY (LIMITED).: [485, 411, 601, 430]
- advertisement-heading: SATURDAY, 18th JANUARY.: [22, 737, 146, 747]
- advertisement: [905, 465, 1108, 591]
- advertisement-text: THOMAS PRATT Begs respectfully to inform his friends and the public that he has PURCHASED THE FRUIT In the most important Orchards in the District. The CURRANTS AND GOOSEBERRIES Are the best in the neighborhood.: [625, 822, 750, 880]
- advertisement-text: FOR SALE.—PIANO (by Bord, Paris), in Walnut.—M. A. JONES, Wharf-street, Oamaru.: [164, 457, 309, 483]
- advertisement-text: THOMAS RICHMOND, PROPRIETOR.: [911, 87, 1039, 96]
